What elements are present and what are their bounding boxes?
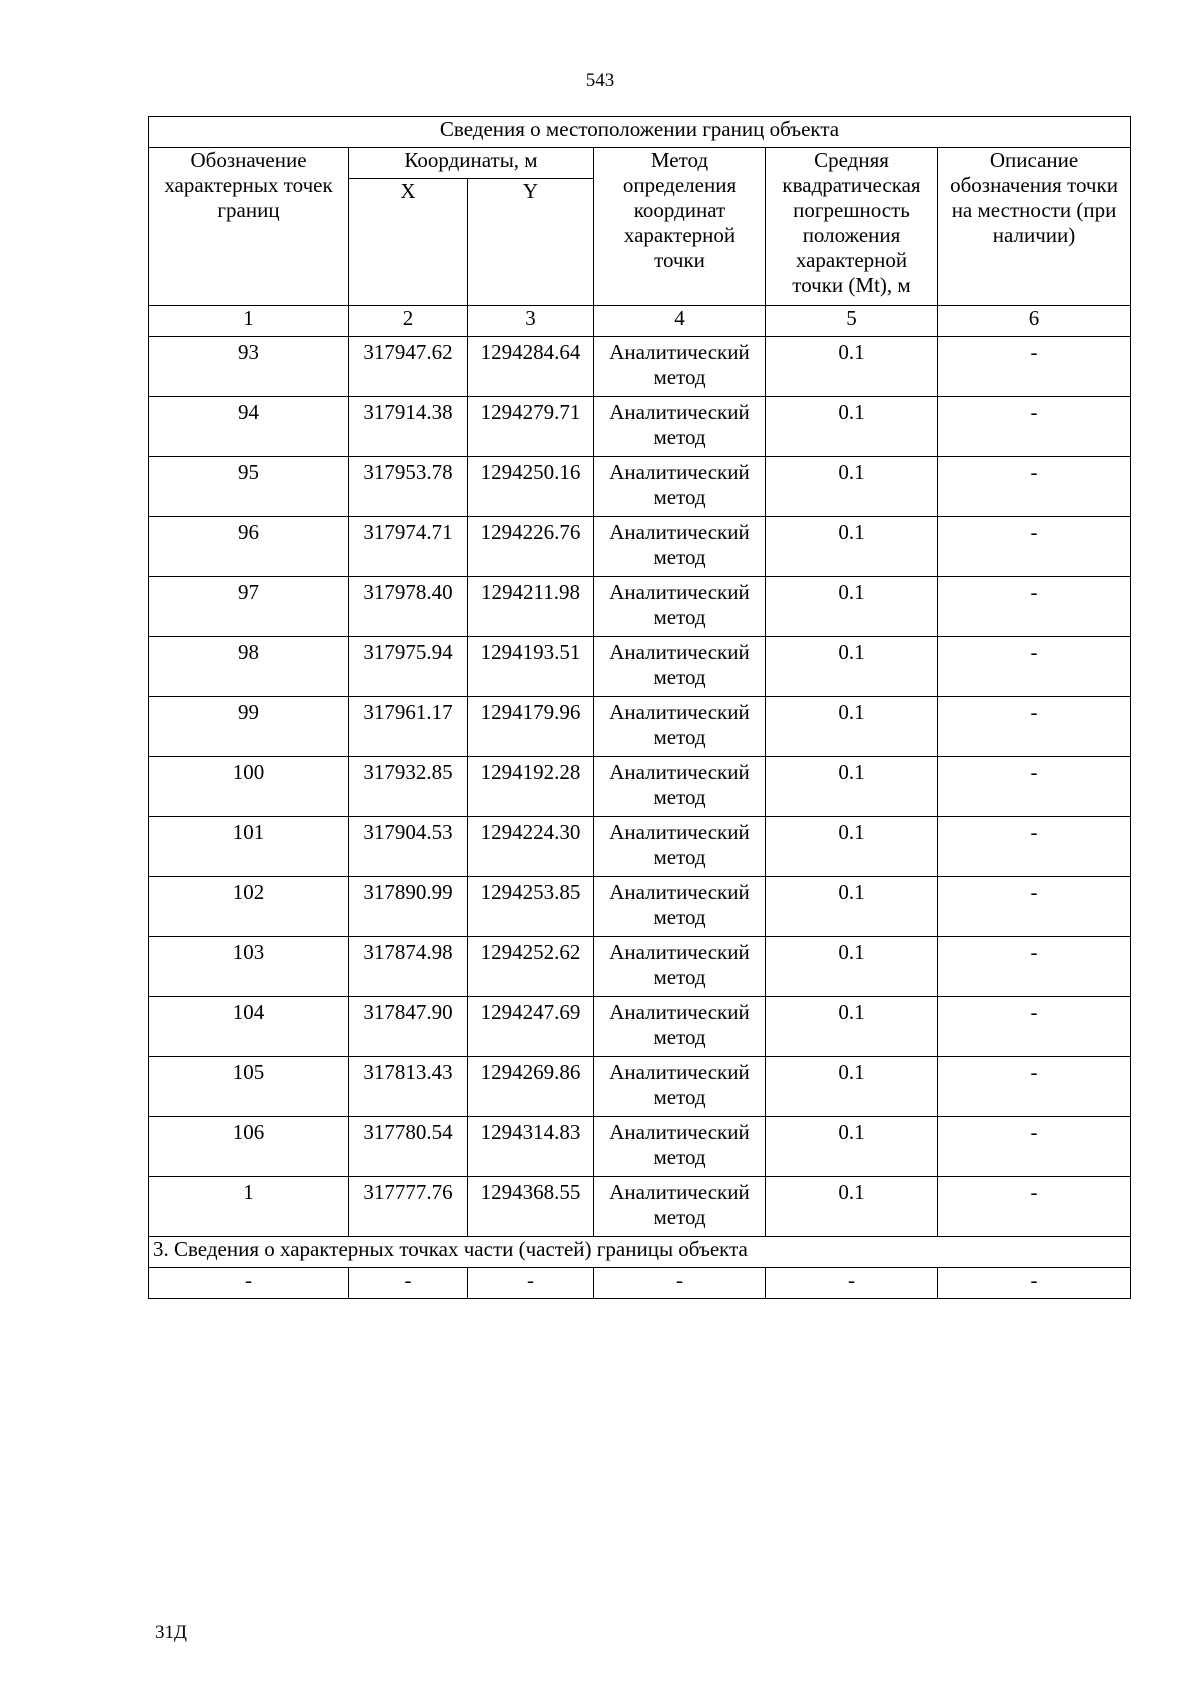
cell-error: 0.1 [766,517,938,577]
cell-point: 104 [149,997,349,1057]
header-x: X [349,179,468,306]
header-y: Y [468,179,594,306]
column-number-row [149,306,1131,337]
cell-x: 317932.85 [349,757,468,817]
cell-y: 1294253.85 [468,877,594,937]
cell-point: 97 [149,577,349,637]
cell-point: 100 [149,757,349,817]
cell-point: 105 [149,1057,349,1117]
cell-error: 0.1 [766,637,938,697]
table-body [149,337,1131,1299]
section-cell: - [766,1268,938,1299]
cell-x: 317975.94 [349,637,468,697]
table-row [149,817,1131,877]
cell-point: 99 [149,697,349,757]
table-row [149,697,1131,757]
cell-method: Аналитический метод [594,817,766,877]
footer-code: 31Д [155,1622,187,1643]
boundary-table [148,116,1131,1299]
table-row [149,877,1131,937]
header-error: Средняя квадратическая погрешность положения характерной точки (Mt), м [766,148,938,306]
cell-x: 317847.90 [349,997,468,1057]
cell-error: 0.1 [766,937,938,997]
cell-y: 1294279.71 [468,397,594,457]
boundary-table-container [148,116,1130,1299]
cell-point: 94 [149,397,349,457]
column-number: 5 [766,306,938,337]
column-number: 1 [149,306,349,337]
cell-description: - [938,637,1131,697]
cell-error: 0.1 [766,757,938,817]
cell-method: Аналитический метод [594,457,766,517]
cell-method: Аналитический метод [594,1057,766,1117]
cell-x: 317947.62 [349,337,468,397]
header-coords: Координаты, м [349,148,594,179]
cell-method: Аналитический метод [594,577,766,637]
table-row [149,997,1131,1057]
cell-x: 317874.98 [349,937,468,997]
cell-description: - [938,817,1131,877]
table-row [149,937,1131,997]
section-cell: - [938,1268,1131,1299]
table-row [149,577,1131,637]
cell-error: 0.1 [766,1177,938,1237]
cell-y: 1294284.64 [468,337,594,397]
cell-error: 0.1 [766,697,938,757]
page-number: 543 [585,70,615,91]
header-row-1 [149,148,1131,179]
cell-method: Аналитический метод [594,757,766,817]
cell-error: 0.1 [766,397,938,457]
cell-description: - [938,397,1131,457]
column-number: 3 [468,306,594,337]
cell-description: - [938,1177,1131,1237]
cell-method: Аналитический метод [594,637,766,697]
cell-point: 98 [149,637,349,697]
section-cell: - [149,1268,349,1299]
header-description: Описание обозначения точки на местности (при наличии) [938,148,1131,306]
table-row [149,637,1131,697]
cell-error: 0.1 [766,997,938,1057]
section-cell: - [594,1268,766,1299]
cell-x: 317974.71 [349,517,468,577]
cell-point: 96 [149,517,349,577]
cell-method: Аналитический метод [594,1117,766,1177]
cell-y: 1294226.76 [468,517,594,577]
cell-x: 317813.43 [349,1057,468,1117]
table-title: Сведения о местоположении границ объекта [149,117,1131,148]
cell-description: - [938,937,1131,997]
cell-error: 0.1 [766,1117,938,1177]
section-cell: - [468,1268,594,1299]
table-row [149,1177,1131,1237]
cell-x: 317953.78 [349,457,468,517]
cell-y: 1294247.69 [468,997,594,1057]
cell-y: 1294250.16 [468,457,594,517]
column-number: 4 [594,306,766,337]
cell-point: 106 [149,1117,349,1177]
cell-y: 1294314.83 [468,1117,594,1177]
cell-method: Аналитический метод [594,997,766,1057]
table-row [149,337,1131,397]
table-row [149,397,1131,457]
cell-error: 0.1 [766,577,938,637]
cell-point: 101 [149,817,349,877]
cell-x: 317890.99 [349,877,468,937]
cell-method: Аналитический метод [594,877,766,937]
cell-description: - [938,577,1131,637]
cell-description: - [938,757,1131,817]
cell-x: 317978.40 [349,577,468,637]
table-row [149,757,1131,817]
cell-description: - [938,457,1131,517]
cell-description: - [938,697,1131,757]
cell-y: 1294179.96 [468,697,594,757]
cell-error: 0.1 [766,337,938,397]
cell-y: 1294193.51 [468,637,594,697]
cell-point: 102 [149,877,349,937]
column-number: 6 [938,306,1131,337]
cell-method: Аналитический метод [594,397,766,457]
cell-y: 1294252.62 [468,937,594,997]
cell-y: 1294224.30 [468,817,594,877]
cell-point: 95 [149,457,349,517]
section-cell: - [349,1268,468,1299]
header-point: Обозначение характерных точек границ [149,148,349,306]
column-number: 2 [349,306,468,337]
cell-error: 0.1 [766,1057,938,1117]
table-row [149,457,1131,517]
cell-method: Аналитический метод [594,1177,766,1237]
section-title-row [149,1237,1131,1268]
cell-method: Аналитический метод [594,697,766,757]
table-title-row [149,117,1131,148]
cell-y: 1294211.98 [468,577,594,637]
cell-x: 317914.38 [349,397,468,457]
table-row [149,517,1131,577]
cell-method: Аналитический метод [594,517,766,577]
cell-x: 317777.76 [349,1177,468,1237]
cell-y: 1294269.86 [468,1057,594,1117]
cell-description: - [938,1057,1131,1117]
cell-y: 1294368.55 [468,1177,594,1237]
cell-point: 93 [149,337,349,397]
header-method: Метод определения координат характерной точки [594,148,766,306]
cell-error: 0.1 [766,457,938,517]
cell-description: - [938,997,1131,1057]
cell-y: 1294192.28 [468,757,594,817]
cell-x: 317780.54 [349,1117,468,1177]
cell-x: 317961.17 [349,697,468,757]
cell-description: - [938,517,1131,577]
cell-x: 317904.53 [349,817,468,877]
cell-description: - [938,877,1131,937]
cell-error: 0.1 [766,817,938,877]
table-row [149,1057,1131,1117]
cell-error: 0.1 [766,877,938,937]
section-data-row [149,1268,1131,1299]
cell-description: - [938,337,1131,397]
cell-method: Аналитический метод [594,937,766,997]
cell-description: - [938,1117,1131,1177]
cell-point: 1 [149,1177,349,1237]
cell-point: 103 [149,937,349,997]
cell-method: Аналитический метод [594,337,766,397]
section-title: 3. Сведения о характерных точках части (частей) границы объекта [149,1237,1131,1268]
table-row [149,1117,1131,1177]
